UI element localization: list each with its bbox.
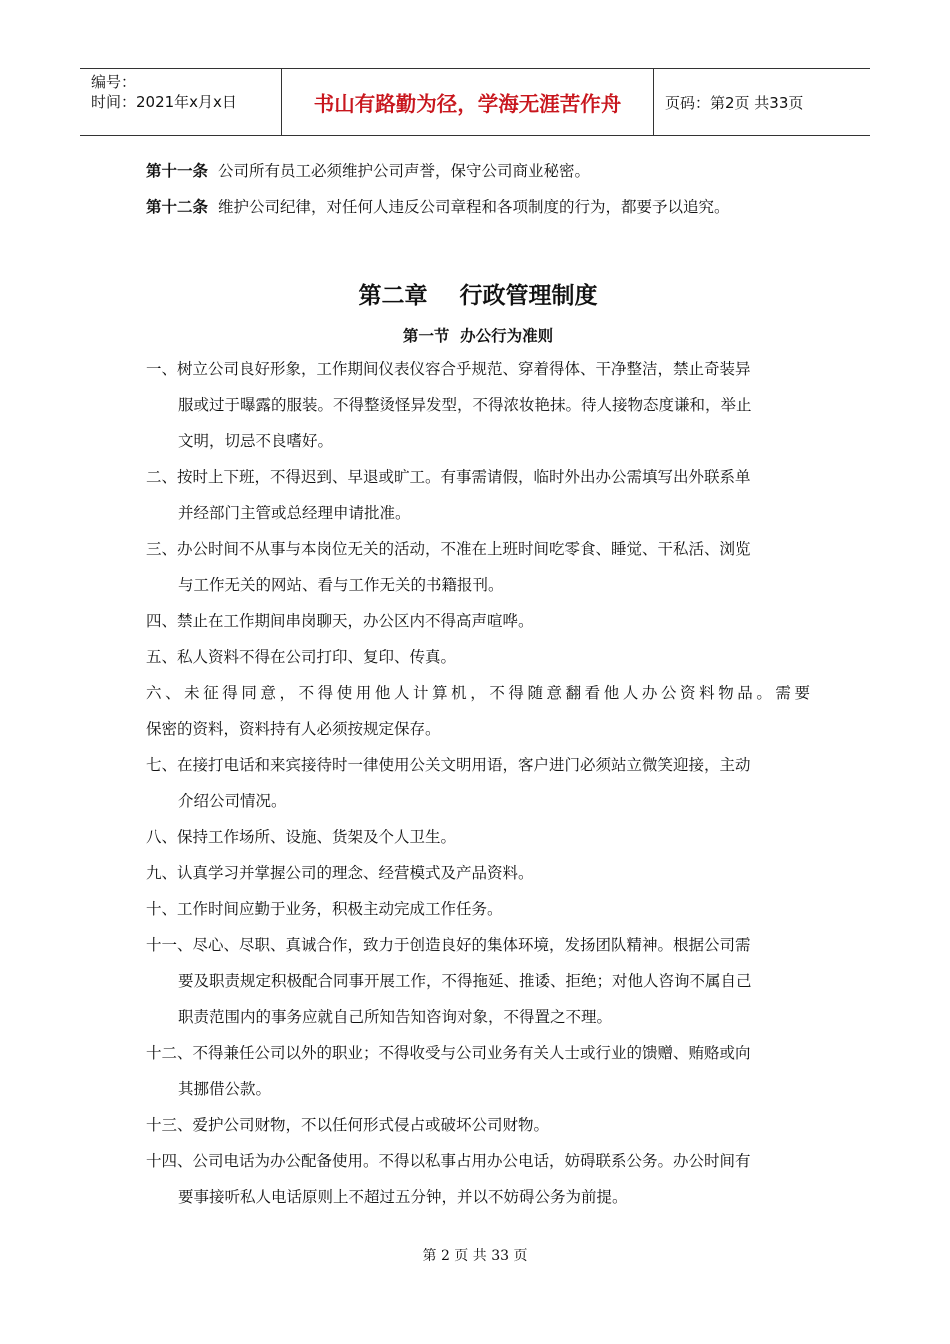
list-item [146, 1035, 810, 1107]
list-item [146, 351, 810, 459]
list-item [146, 927, 810, 1035]
list-item-line: 二、按时上下班，不得迟到、早退或旷工。有事需请假，临时外出办公需填写出外联系单 [146, 468, 751, 486]
list-item-continuation: 要及职责规定积极配合同事开展工作，不得拖延、推诿、拒绝；对他人咨询不属自己 [178, 972, 752, 990]
list-item-line: 八、保持工作场所、设施、货架及个人卫生。 [146, 828, 457, 846]
list-item [146, 891, 810, 927]
section-title: 第一节 办公行为准则 [402, 326, 554, 345]
rules-list [146, 351, 810, 1215]
article-label: 第十二条 [146, 197, 209, 216]
article-text: 公司所有员工必须维护公司声誉，保守公司商业秘密。 [218, 162, 591, 180]
list-item-line: 六、未征得同意，不得使用他人计算机，不得随意翻看他人办公资料物品。需要 [146, 684, 810, 702]
list-item [146, 675, 810, 747]
header-meta [80, 69, 282, 135]
list-item-continuation: 保密的资料，资料持有人必须按规定保存。 [146, 720, 441, 738]
list-item-line: 十三、爱护公司财物，不以任何形式侵占或破坏公司财物。 [146, 1116, 550, 1134]
article-12 [146, 191, 810, 223]
list-item [146, 531, 810, 603]
list-item [146, 459, 810, 531]
list-item-continuation: 文明，切忌不良嗜好。 [178, 432, 334, 450]
list-item-continuation: 其挪借公款。 [178, 1080, 272, 1098]
list-item-line: 十一、尽心、尽职、真诚合作，致力于创造良好的集体环境，发扬团队精神。根据公司需 [146, 936, 751, 954]
header-time-label: 时间：2021年x月x日 [91, 93, 237, 111]
article-label: 第十一条 [146, 161, 209, 180]
list-item-continuation: 服或过于曝露的服装。不得整烫怪异发型，不得浓妆艳抹。待人接物态度谦和，举止 [178, 396, 752, 414]
list-item-continuation: 要事接听私人电话原则上不超过五分钟，并以不妨碍公务为前提。 [178, 1188, 628, 1206]
list-item-line: 十、工作时间应勤于业务，积极主动完成工作任务。 [146, 900, 503, 918]
list-item [146, 747, 810, 819]
list-item-line: 一、树立公司良好形象，工作期间仪表仪容合乎规范、穿着得体、干净整洁，禁止奇装异 [146, 360, 751, 378]
page-footer: 第 2 页 共 33 页 [422, 1248, 528, 1264]
list-item [146, 1143, 810, 1215]
page-header [80, 68, 870, 136]
header-page-info: 页码：第2页 共33页 [665, 93, 804, 112]
list-item-line: 五、私人资料不得在公司打印、复印、传真。 [146, 648, 457, 666]
article-text: 维护公司纪律，对任何人违反公司章程和各项制度的行为，都要予以追究。 [218, 198, 730, 216]
header-number-label: 编号： [91, 73, 137, 91]
list-item [146, 855, 810, 891]
document-body [146, 155, 810, 1215]
chapter-title: 第二章 行政管理制度 [358, 283, 598, 309]
article-11 [146, 155, 810, 187]
list-item-continuation: 与工作无关的网站、看与工作无关的书籍报刊。 [178, 576, 504, 594]
list-item-line: 四、禁止在工作期间串岗聊天，办公区内不得高声喧哗。 [146, 612, 534, 630]
list-item-continuation: 介绍公司情况。 [178, 792, 287, 810]
list-item [146, 603, 810, 639]
list-item-line: 三、办公时间不从事与本岗位无关的活动，不准在上班时间吃零食、睡觉、干私活、浏览 [146, 540, 751, 558]
list-item-line: 九、认真学习并掌握公司的理念、经营模式及产品资料。 [146, 864, 534, 882]
header-motto: 书山有路勤为径，学海无涯苦作舟 [282, 69, 654, 135]
list-item-line: 十二、不得兼任公司以外的职业；不得收受与公司业务有关人士或行业的馈赠、贿赂或向 [146, 1044, 751, 1062]
list-item-continuation: 职责范围内的事务应就自己所知告知咨询对象，不得置之不理。 [178, 1008, 613, 1026]
list-item [146, 639, 810, 675]
list-item-continuation: 并经部门主管或总经理申请批准。 [178, 504, 411, 522]
list-item-line: 十四、公司电话为办公配备使用。不得以私事占用办公电话，妨碍联系公务。办公时间有 [146, 1152, 751, 1170]
list-item [146, 1107, 810, 1143]
list-item [146, 819, 810, 855]
list-item-line: 七、在接打电话和来宾接待时一律使用公关文明用语，客户进门必须站立微笑迎接，主动 [146, 756, 751, 774]
